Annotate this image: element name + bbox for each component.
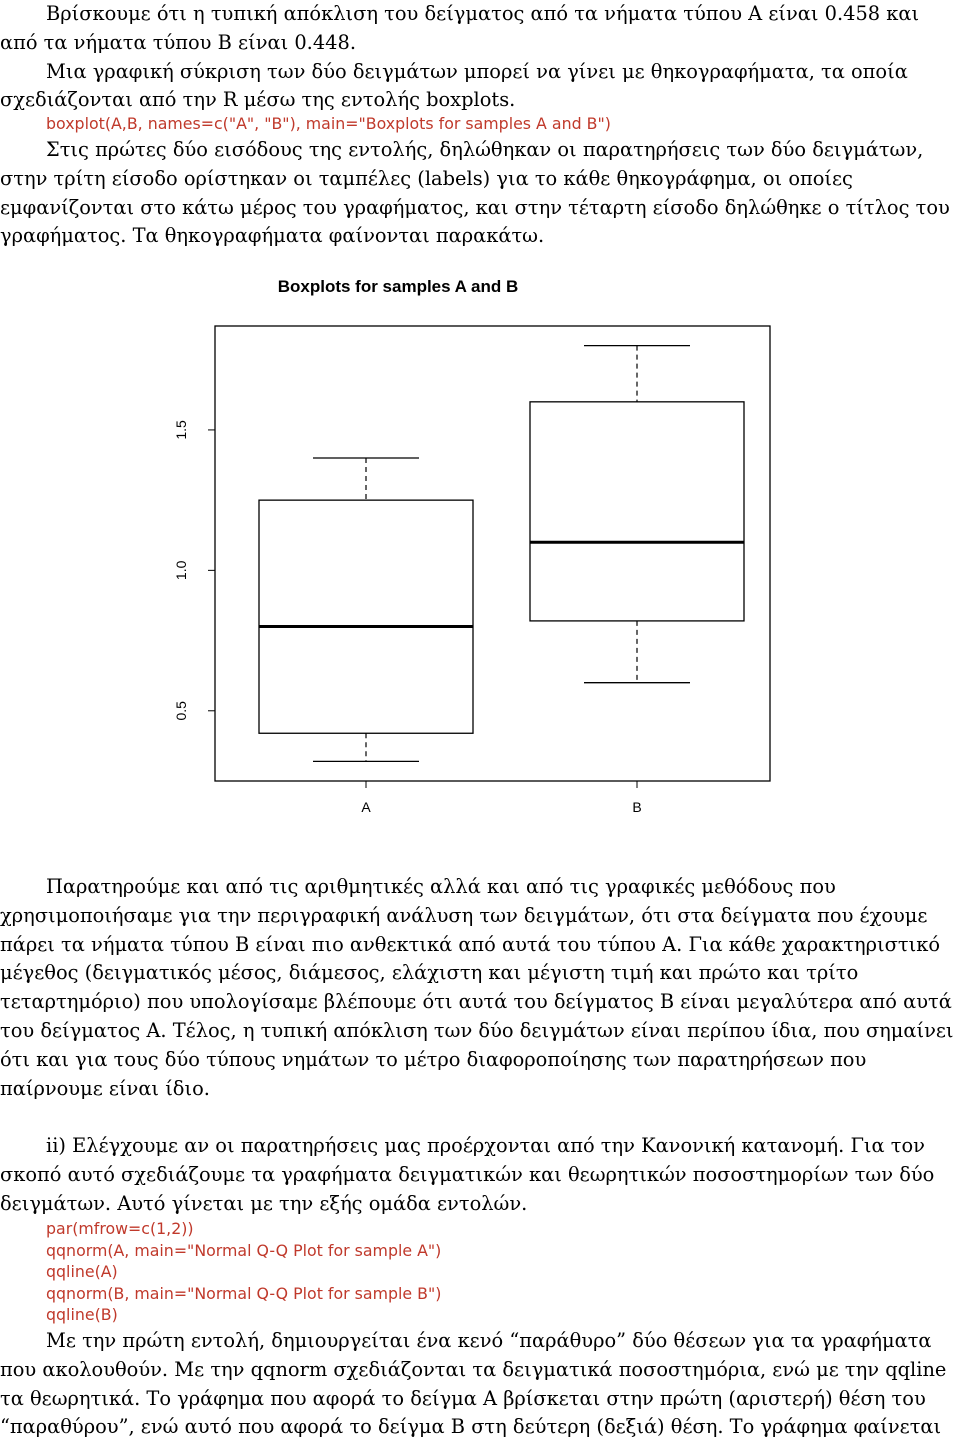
- observe-line: πάρει τα νήματα τύπου Β είναι πιο ανθεκτικά από αυτά του τύπου Α. Για κάθε χαρακτηριστικό: [0, 932, 941, 956]
- x-tick-label: A: [361, 799, 371, 815]
- closing-paragraph: [0, 1327, 960, 1442]
- intro-line: από τα νήματα τύπου Β είναι 0.448.: [0, 30, 357, 54]
- closing-line: τα θεωρητικά. Το γράφημα που αφορά το δείγμα Α βρίσκεται στην πρώτη (αριστερή) θέση του: [0, 1386, 926, 1410]
- y-tick-label: 1.5: [173, 420, 189, 440]
- chart-title: Boxplots for samples A and B: [277, 277, 519, 296]
- intro-line: Μια γραφική σύκριση των δύο δειγμάτων μπορεί να γίνει με θηκογραφήματα, τα οποία: [46, 59, 908, 83]
- code-line: qqnorm(B, main="Normal Q-Q Plot for sample B"): [46, 1283, 442, 1303]
- x-axis-labels: [361, 781, 641, 815]
- normality-line: δειγμάτων. Αυτό γίνεται με την εξής ομάδα εντολών.: [0, 1191, 528, 1215]
- y-tick-label: 0.5: [173, 701, 189, 721]
- observe-line: παίρνουμε είναι ίδιο.: [0, 1076, 210, 1100]
- boxes-group: [259, 346, 744, 762]
- observe-paragraph: [0, 873, 960, 1103]
- normality-paragraph: [0, 1132, 960, 1218]
- closing-line: Με την πρώτη εντολή, δημιουργείται ένα κενό “παράθυρο” δύο θέσεων για τα γραφήματα: [46, 1329, 932, 1352]
- explain-line: γραφήματος. Τα θηκογραφήματα φαίνονται παρακάτω.: [0, 224, 545, 248]
- y-tick-label: 1.0: [173, 560, 189, 581]
- box-B: [530, 402, 744, 621]
- intro-paragraph: [0, 0, 960, 115]
- code-line: qqline(B): [46, 1305, 118, 1325]
- qq-code-block: [46, 1218, 441, 1326]
- explain-line: εμφανίζονται στο κάτω μέρος του γραφήματος, και στην τέταρτη είσοδο δηλώθηκε ο τίτλος του: [0, 195, 950, 219]
- intro-line: Βρίσκουμε ότι η τυπική απόκλιση του δείγματος από τα νήματα τύπου Α είναι 0.458 και: [46, 2, 920, 25]
- observe-line: τεταρτημόριο) που υπολογίσαμε βλέπουμε ότι αυτά του δείγματος Β είναι μεγαλύτερα από αυτά: [0, 990, 952, 1014]
- boxplot-code-block: [46, 113, 611, 135]
- observe-line: Παρατηρούμε και από τις αριθμητικές αλλά και από τις γραφικές μεθόδους που: [46, 875, 836, 898]
- explain-line: στην τρίτη είσοδο ορίστηκαν οι ταμπέλες (labels) για το κάθε θηκογράφημα, οι οποίες: [0, 166, 853, 190]
- observe-line: χρησιμοποιήσαμε για την περιγραφική ανάλυση των δειγμάτων, ότι στα δείγματα που έχουμε: [0, 903, 928, 927]
- normality-line: ii) Ελέγχουμε αν οι παρατηρήσεις μας προέρχονται από την Κανονική κατανομή. Για τον: [46, 1134, 925, 1157]
- explain-line: Στις πρώτες δύο εισόδους της εντολής, δηλώθηκαν οι παρατηρήσεις των δύο δειγμάτων,: [46, 138, 924, 161]
- box-A: [259, 500, 473, 733]
- code-line: qqline(A): [46, 1262, 118, 1282]
- code-line: par(mfrow=c(1,2)): [46, 1219, 194, 1238]
- code-line: boxplot(A,B, names=c("A", "B"), main="Boxplots for samples A and B"): [46, 114, 611, 133]
- code-line: qqnorm(A, main="Normal Q-Q Plot for sample A"): [46, 1240, 442, 1260]
- observe-line: μέγεθος (δειγματικός μέσος, διάμεσος, ελάχιστη και μέγιστη τιμή και πρώτο και τρίτο: [0, 961, 859, 985]
- y-axis: [173, 420, 215, 721]
- observe-line: του δείγματος Α. Τέλος, η τυπική απόκλιση των δύο δειγμάτων είναι περίπου ίδια, που σημαίνει: [0, 1018, 954, 1042]
- x-tick-label: B: [632, 799, 642, 815]
- boxplot-figure: [150, 268, 800, 838]
- explain-paragraph: [0, 136, 960, 251]
- intro-line: σχεδιάζονται από την R μέσω της εντολής boxplots.: [0, 88, 516, 112]
- closing-line: “παραθύρου”, ενώ αυτό που αφορά το δείγμα Β στη δεύτερη (δεξιά) θέση. Το γράφημα φαίνεται: [0, 1415, 942, 1439]
- observe-line: ότι και για τους δύο τύπους νημάτων το μέτρο διαφοροποίησης των παρατηρήσεων που: [0, 1047, 867, 1071]
- closing-line: που ακολουθούν. Με την qqnorm σχεδιάζονται τα δειγματικά ποσοστημόρια, ενώ με την qqline: [0, 1357, 947, 1381]
- normality-line: σκοπό αυτό σχεδιάζουμε τα γραφήματα δειγματικών και θεωρητικών ποσοστημορίων των δύο: [0, 1162, 935, 1186]
